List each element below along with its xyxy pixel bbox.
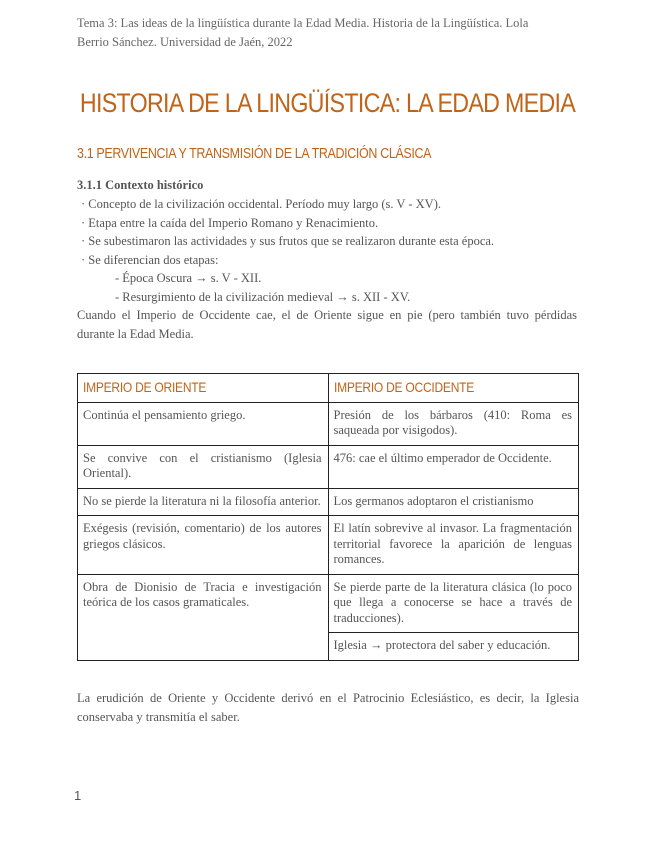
table-row xyxy=(78,488,579,516)
table-cell: Presión de los bárbaros (410: Roma es saqueada por visigodos). xyxy=(328,402,579,445)
page-title: HISTORIA DE LA LINGÜÍSTICA: LA EDAD MEDIA xyxy=(79,88,576,118)
stage-item: - Época Oscura → s. V - XII. xyxy=(115,271,262,285)
table-cell: Obra de Dionisio de Tracia e investigación teórica de los casos gramaticales. xyxy=(78,574,329,660)
subsection-heading: 3.1.1 Contexto histórico xyxy=(77,178,204,192)
table-row xyxy=(78,402,579,445)
table-cell: Iglesia → protectora del saber y educación. xyxy=(328,633,579,661)
table-cell: Exégesis (revisión, comentario) de los autores griegos clásicos. xyxy=(78,516,329,575)
column-header-label: IMPERIO DE OCCIDENTE xyxy=(333,379,474,395)
column-header xyxy=(328,374,579,403)
table-cell: Se convive con el cristianismo (Iglesia Oriental). xyxy=(78,445,329,488)
table-cell: Los germanos adoptaron el cristianismo xyxy=(328,488,579,516)
list-item: · Se diferencian dos etapas: xyxy=(81,252,219,267)
list-item: · Se subestimaron las actividades y sus frutos que se realizaron durante esta época. xyxy=(81,234,495,248)
body-paragraph: Cuando el Imperio de Occidente cae, el de Oriente sigue en pie (pero también tuvo pérdidas durante la Edad Media. xyxy=(77,308,577,341)
table-cell: 476: cae el último emperador de Occidente. xyxy=(328,445,579,488)
empire-comparison-table xyxy=(77,373,579,661)
list-item: · Concepto de la civilización occidental. Período muy largo (s. V - XV). xyxy=(81,197,441,211)
table-cell: El latín sobrevive al invasor. La fragmentación territorial favorece la aparición de lenguas romances. xyxy=(328,516,579,575)
section-heading: 3.1 PERVIVENCIA Y TRANSMISIÓN DE LA TRADICIÓN CLÁSICA xyxy=(77,146,432,162)
context-list xyxy=(77,195,577,343)
table-cell: Continúa el pensamiento griego. xyxy=(78,402,329,445)
table-cell: Se pierde parte de la literatura clásica (lo poco que llega a conocerse se hace a través de traducciones). xyxy=(328,574,579,633)
table-row xyxy=(78,445,579,488)
column-header-label: IMPERIO DE ORIENTE xyxy=(83,379,207,395)
closing-paragraph: La erudición de Oriente y Occidente derivó en el Patrocinio Eclesiástico, es decir, la Iglesia conservaba y transmitía el saber. xyxy=(77,691,579,724)
table-header-row xyxy=(78,374,579,403)
running-header xyxy=(77,14,582,52)
column-header xyxy=(78,374,329,403)
running-header-line: Tema 3: Las ideas de la lingüística durante la Edad Media. Historia de la Lingüística. Lola xyxy=(77,16,529,30)
table-row xyxy=(78,574,579,633)
page-number: 1 xyxy=(74,788,82,803)
table-row xyxy=(78,516,579,575)
running-header-line: Berrio Sánchez. Universidad de Jaén, 2022 xyxy=(77,35,293,49)
list-item: · Etapa entre la caída del Imperio Romano y Renacimiento. xyxy=(81,215,379,230)
stage-item: - Resurgimiento de la civilización medieval → s. XII - XV. xyxy=(115,289,411,304)
table-cell: No se pierde la literatura ni la filosofía anterior. xyxy=(78,488,329,516)
